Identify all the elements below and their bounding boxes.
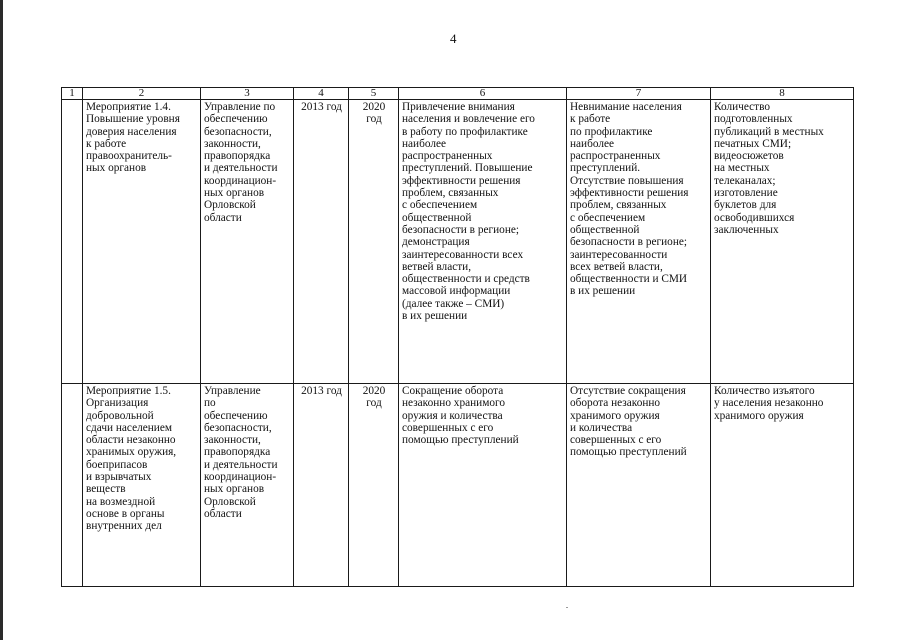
cell-text-line: 2013 год <box>301 385 342 397</box>
cell-text-line: у населения незаконно <box>714 397 824 410</box>
cell-text-line: с обеспечением <box>570 211 646 224</box>
cell-text-line: Невнимание населения <box>570 101 682 113</box>
column-number: 7 <box>567 88 711 100</box>
cell-text-line: ных органов <box>204 187 265 200</box>
cell-text-line: Орловской <box>204 199 256 212</box>
cell-text-line: и взрывчатых <box>86 471 152 484</box>
expected-result-cell <box>399 384 567 587</box>
cell-text-line: Управление <box>204 385 261 397</box>
cell-text-line: массовой информации <box>402 285 511 298</box>
cell-text-line: на возмездной <box>86 495 156 508</box>
cell-text-line: наиболее <box>570 137 615 150</box>
cell-text-line: правоохранитель- <box>86 150 172 163</box>
column-number: 6 <box>399 88 567 100</box>
cell-text-line: безопасности в регионе; <box>402 223 520 236</box>
cell-text-line: оружия и количества <box>402 409 503 422</box>
cell-text-line: Отсутствие сокращения <box>570 385 686 397</box>
column-number: 8 <box>711 88 854 100</box>
cell-text-line: преступлений. <box>570 162 641 175</box>
measure-name-cell <box>83 384 201 587</box>
cell-text-line: демонстрация <box>402 236 470 249</box>
column-number: 5 <box>349 88 399 100</box>
cell-text-line: распространенных <box>570 150 661 163</box>
cell-text-line: заинтересованности всех <box>402 248 524 261</box>
cell-text-line: Привлечение внимания <box>402 101 515 113</box>
cell-text-line: на местных <box>714 162 770 175</box>
column-number: 2 <box>83 88 201 100</box>
cell-text-line: в их решении <box>402 310 468 323</box>
cell-text-line: 2013 год <box>301 101 342 113</box>
cell-text-line: эффективности решения <box>402 174 521 187</box>
cell-text-line: правопорядка <box>204 150 271 163</box>
cell-text-line: обеспечению <box>204 113 268 126</box>
cell-text-line: совершенных с его <box>402 421 494 434</box>
cell-text-line: безопасности в регионе; <box>570 236 688 249</box>
cell-text-line: 2020 <box>362 101 386 113</box>
measure-name-cell <box>83 100 201 384</box>
cell-text-line: ных органов <box>204 483 265 496</box>
cell-text-line: по профилактике <box>570 125 653 138</box>
cell-text-line: наиболее <box>402 137 447 150</box>
cell-text-line: хранимого оружия <box>714 409 804 422</box>
cell-text-line: в работу по профилактике <box>402 125 528 138</box>
cell-text-line: оборота незаконно <box>570 397 661 410</box>
cell-text-line: заинтересованности <box>570 248 668 261</box>
consequences-cell <box>567 100 711 384</box>
expected-result-cell <box>399 100 567 384</box>
column-number: 1 <box>62 88 83 100</box>
cell-text-line: освободившихся <box>714 211 795 224</box>
cell-text-line: к работе <box>570 113 611 126</box>
cell-text-line: Количество изъятого <box>714 385 815 397</box>
cell-text-line: общественной <box>570 223 640 236</box>
cell-text-line: преступлений. Повышение <box>402 162 533 175</box>
cell-text-line: доверия населения <box>86 125 177 138</box>
cell-text-line: проблем, связанных <box>402 187 499 200</box>
cell-text-line: ветвей власти, <box>402 260 472 273</box>
cell-text-line: основе в органы <box>86 507 165 520</box>
cell-text-line: и деятельности <box>204 162 278 175</box>
cell-text-line: Количество <box>714 101 770 113</box>
column-number: 3 <box>201 88 294 100</box>
cell-text-line: год <box>366 397 382 410</box>
table-row <box>62 100 854 384</box>
cell-text-line: населения и вовлечение его <box>402 113 535 126</box>
cell-text-line: и количества <box>570 421 633 434</box>
cell-text-line: законности, <box>204 137 261 150</box>
cell-text-line: (далее также – СМИ) <box>402 297 505 310</box>
cell-text-line: безопасности, <box>204 125 272 138</box>
page-number: 4 <box>450 31 457 46</box>
cell-text-line: с обеспечением <box>402 199 478 212</box>
cell-text-line: Управление по <box>204 101 276 113</box>
cell-text-line: безопасности, <box>204 421 272 434</box>
cell-text-line: веществ <box>86 483 126 496</box>
table-row <box>62 384 854 587</box>
start-year-cell <box>294 384 349 587</box>
measures-table <box>61 87 854 587</box>
column-number-row <box>62 88 854 100</box>
cell-text-line: законности, <box>204 434 261 447</box>
cell-text-line: видеосюжетов <box>714 150 784 163</box>
scan-mark <box>566 607 568 608</box>
cell-text-line: эффективности решения <box>570 187 689 200</box>
cell-text-line: Повышение уровня <box>86 113 180 126</box>
cell-text-line: буклетов для <box>714 199 777 212</box>
cell-text-line: Отсутствие повышения <box>570 174 684 187</box>
cell-text-line: хранимого оружия <box>570 409 660 422</box>
cell-text-line: области <box>204 211 242 224</box>
cell-text-line: помощью преступлений <box>402 434 519 447</box>
responsible-executor-cell <box>201 100 294 384</box>
cell-text-line: незаконно хранимого <box>402 397 506 410</box>
cell-text-line: помощью преступлений <box>570 446 687 459</box>
cell-text-line: обеспечению <box>204 409 268 422</box>
cell-text-line: изготовление <box>714 187 778 200</box>
cell-text-line: боеприпасов <box>86 458 148 471</box>
cell-text-line: координацион- <box>204 174 277 187</box>
cell-text-line: хранимых оружия, <box>86 446 177 459</box>
cell-text-line: добровольной <box>86 409 154 422</box>
cell-text-line: внутренних дел <box>86 520 162 533</box>
cell-text-line: проблем, связанных <box>570 199 667 212</box>
cell-text-line: Сокращение оборота <box>402 385 504 397</box>
cell-text-line: в их решении <box>570 285 636 298</box>
cell-text-line: Мероприятие 1.4. <box>86 101 171 113</box>
cell-text-line: распространенных <box>402 150 493 163</box>
cell-text-line: координацион- <box>204 471 277 484</box>
row-index-cell <box>62 384 83 587</box>
cell-text-line: Мероприятие 1.5. <box>86 385 171 397</box>
cell-text-line: совершенных с его <box>570 434 662 447</box>
cell-text-line: области <box>204 507 242 520</box>
cell-text-line: печатных СМИ; <box>714 137 792 150</box>
cell-text-line: по <box>204 397 216 410</box>
cell-text-line: сдачи населением <box>86 421 173 434</box>
cell-text-line: и деятельности <box>204 458 278 471</box>
cell-text-line: публикаций в местных <box>714 125 824 138</box>
cell-text-line: заключенных <box>714 223 779 236</box>
cell-text-line: телеканалах; <box>714 174 776 187</box>
cell-text-line: ных органов <box>86 162 147 175</box>
column-number: 4 <box>294 88 349 100</box>
end-year-cell <box>349 384 399 587</box>
cell-text-line: общественности и средств <box>402 273 530 286</box>
cell-text-line: год <box>366 113 382 126</box>
cell-text-line: общественной <box>402 211 472 224</box>
end-year-cell <box>349 100 399 384</box>
cell-text-line: 2020 <box>362 385 386 397</box>
consequences-cell <box>567 384 711 587</box>
scan-edge <box>0 0 3 640</box>
row-index-cell <box>62 100 83 384</box>
cell-text-line: области незаконно <box>86 434 176 447</box>
cell-text-line: всех ветвей власти, <box>570 260 663 273</box>
indicator-cell <box>711 100 854 384</box>
start-year-cell <box>294 100 349 384</box>
indicator-cell <box>711 384 854 587</box>
responsible-executor-cell <box>201 384 294 587</box>
cell-text-line: подготовленных <box>714 113 793 126</box>
cell-text-line: общественности и СМИ <box>570 273 688 286</box>
cell-text-line: Организация <box>86 397 149 410</box>
cell-text-line: правопорядка <box>204 446 271 459</box>
cell-text-line: Орловской <box>204 495 256 508</box>
cell-text-line: к работе <box>86 137 127 150</box>
